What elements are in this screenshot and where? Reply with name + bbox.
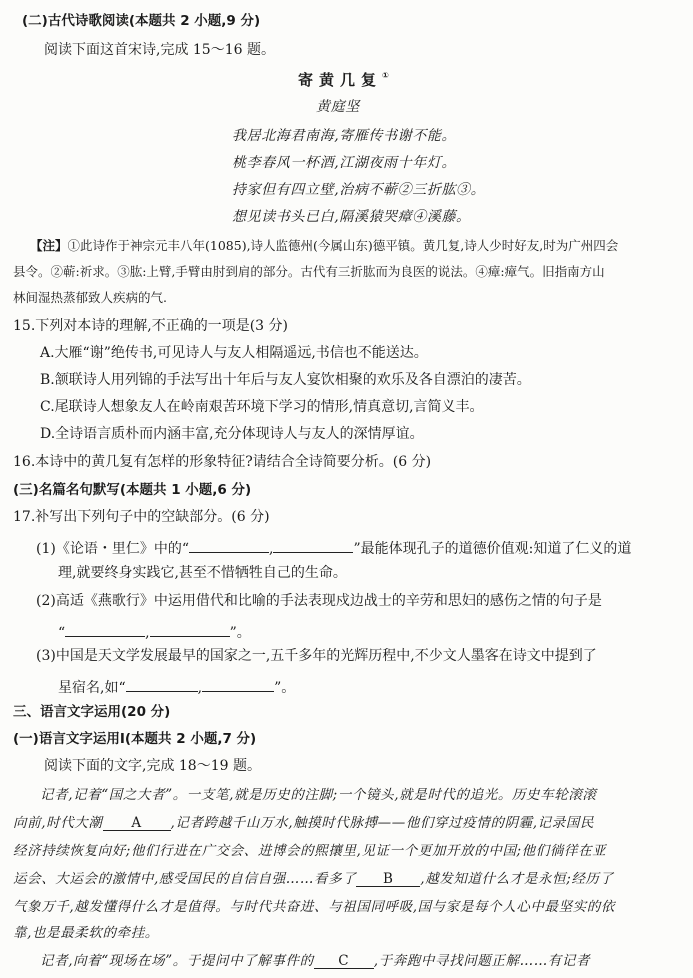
section-3-header: (三)名篇名句默写(本题共 1 小题,6 分)	[13, 482, 252, 498]
answer-blank[interactable]	[273, 537, 353, 553]
poem-author: 黄庭坚	[316, 99, 360, 115]
q17-stem: 17.补写出下列句子中的空缺部分。(6 分)	[13, 509, 270, 525]
q15-option-b: B.颔联诗人用列锦的手法写出十年后与友人宴饮相聚的欢乐及各自漂泊的凄苦。	[40, 372, 531, 388]
note-label: 【注】	[30, 238, 68, 253]
blank-a[interactable]: A	[103, 815, 171, 831]
poem-title: 寄黄几复①	[298, 71, 395, 89]
passage-intro: 阅读下面的文字,完成 18～19 题。	[44, 758, 261, 774]
note-line-2: 县令。②蕲:祈求。③肱:上臂,手臂由肘到肩的部分。古代有三折肱而为良医的说法。④瘴:瘴气。旧指南方山	[13, 264, 605, 279]
q15-option-d: D.全诗语言质朴而内涵丰富,充分体现诗人与友人的深情厚谊。	[40, 426, 424, 442]
q17-item-1-cont: 理,就要终身实践它,甚至不惜牺牲自己的生命。	[58, 565, 347, 581]
poem-line-1: 我居北海君南海,寄雁传书谢不能。	[232, 128, 457, 144]
answer-blank[interactable]	[189, 537, 269, 553]
blank-b[interactable]: B	[356, 871, 420, 887]
note-line-1: 【注】①此诗作于神宗元丰八年(1085),诗人监德州(今属山东)德平镇。黄几复,诗人少时好友,时为广州四会	[30, 238, 619, 253]
passage-line-4: 运会、大运会的激情中,感受国民的自信自强……看多了 B ,越发知道什么才是永恒;经历了	[13, 871, 614, 887]
note-line-3: 林间湿热蒸郁致人疾病的气.	[13, 290, 167, 305]
part-3-header: 三、语言文字运用(20 分)	[13, 704, 171, 720]
q15-stem: 15.下列对本诗的理解,不正确的一项是(3 分)	[13, 318, 288, 334]
q15-option-a: A.大雁“谢”绝传书,可见诗人与友人相隔遥远,书信也不能送达。	[40, 345, 428, 361]
answer-blank[interactable]	[202, 676, 274, 692]
blank-c[interactable]: C	[314, 953, 374, 969]
q17-item-1: (1)《论语・里仁》中的“ , ”最能体现孔子的道德价值观:知道了仁义的道	[36, 537, 631, 558]
passage-line-1: 记者,记着“国之大者”。一支笔,就是历史的注脚;一个镜头,就是时代的追光。历史车轮滚滚	[40, 787, 597, 803]
q17-item-3: (3)中国是天文学发展最早的国家之一,五千多年的光辉历程中,不少文人墨客在诗文中提到了	[36, 648, 597, 664]
answer-blank[interactable]	[150, 621, 230, 637]
q17-item-2: (2)高适《燕歌行》中运用借代和比喻的手法表现戍边战士的辛劳和思妇的感伤之情的句子是	[36, 593, 602, 609]
poem-intro: 阅读下面这首宋诗,完成 15～16 题。	[44, 42, 275, 58]
passage-line-7: 记者,向着“现场在场”。于提问中了解事件的 C ,于奔跑中寻找问题正解……有记者	[40, 953, 591, 969]
poem-line-2: 桃李春风一杯酒,江湖夜雨十年灯。	[232, 155, 457, 171]
q17-item-2-blanks: “ , ”。	[58, 621, 251, 642]
section-2-header: (二)古代诗歌阅读(本题共 2 小题,9 分)	[22, 13, 261, 29]
q15-option-c: C.尾联诗人想象友人在岭南艰苦环境下学习的情形,情真意切,言简义丰。	[40, 399, 484, 415]
passage-line-5: 气象万千,越发懂得什么才是值得。与时代共奋进、与祖国同呼吸,国与家是每个人心中最坚实的依	[13, 899, 615, 915]
q16-stem: 16.本诗中的黄几复有怎样的形象特征?请结合全诗简要分析。(6 分)	[13, 454, 432, 470]
passage-line-2: 向前,时代大潮 A ,记者跨越千山万水,触摸时代脉搏——他们穿过疫情的阴霾,记录国民	[13, 815, 595, 831]
poem-line-4: 想见读书头已白,隔溪猿哭瘴④溪藤。	[232, 209, 471, 225]
answer-blank[interactable]	[126, 676, 198, 692]
passage-line-6: 靠,也是最柔软的牵挂。	[13, 925, 159, 941]
passage-line-3: 经济持续恢复向好;他们行进在广交会、进博会的熙攘里,见证一个更加开放的中国;他们徜徉在亚	[13, 843, 607, 859]
poem-line-3: 持家但有四立壁,治病不蕲②三折肱③。	[232, 182, 486, 198]
answer-blank[interactable]	[65, 621, 145, 637]
subsection-1-header: (一)语言文字运用Ⅰ(本题共 2 小题,7 分)	[13, 731, 257, 747]
q17-item-3-blanks: 星宿名,如“ , ”。	[58, 676, 295, 697]
